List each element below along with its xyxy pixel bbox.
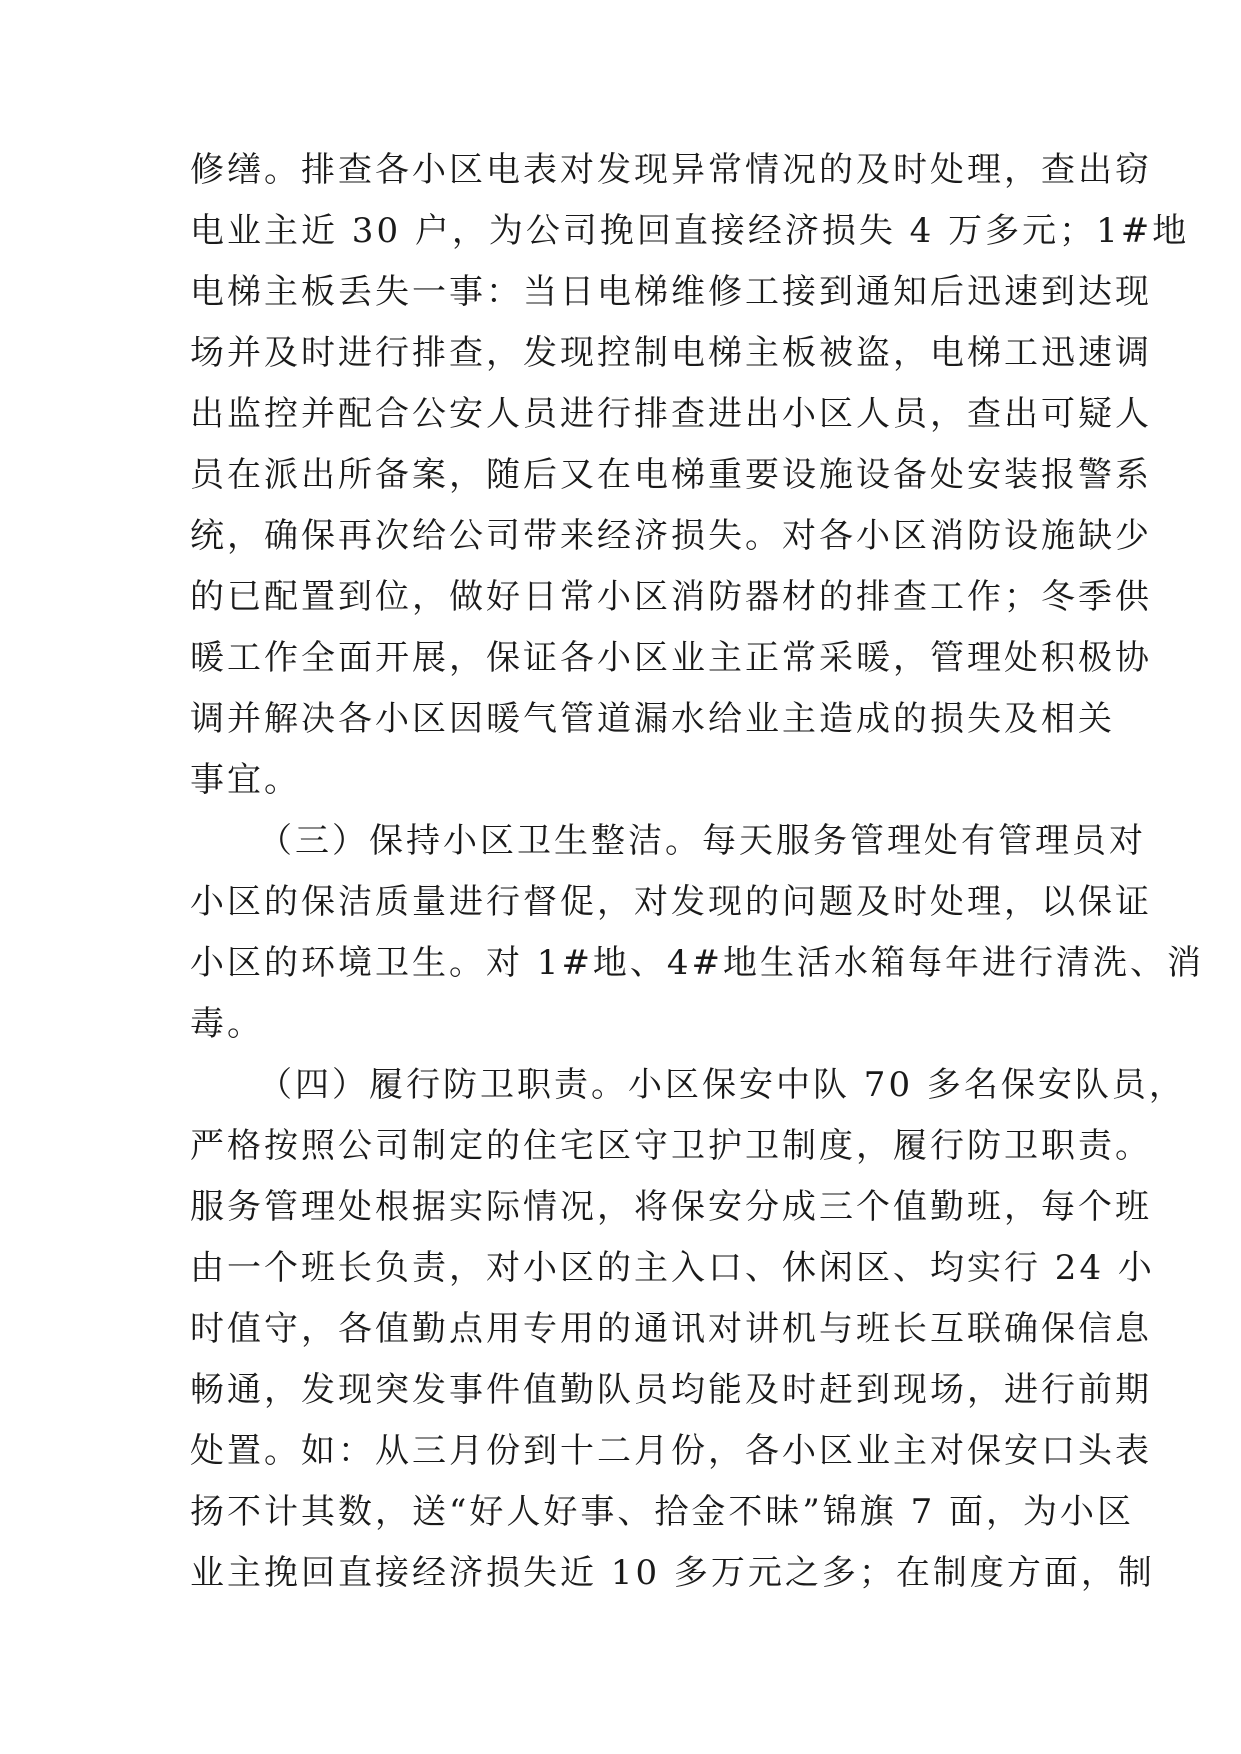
text-line: 小区的保洁质量进行督促，对发现的问题及时处理，以保证 (190, 882, 1152, 922)
text-line: 处置。如：从三月份到十二月份，各小区业主对保安口头表 (190, 1431, 1152, 1471)
text-line: 暖工作全面开展，保证各小区业主正常采暖，管理处积极协 (190, 638, 1152, 678)
text-line: 畅通，发现突发事件值勤队员均能及时赶到现场，进行前期 (190, 1370, 1152, 1410)
paragraph-heading-line: （三）保持小区卫生整洁。每天服务管理处有管理员对 (258, 821, 1146, 861)
text-line: 调并解决各小区因暖气管道漏水给业主造成的损失及相关 (190, 699, 1115, 739)
text-line: 场并及时进行排查，发现控制电梯主板被盗，电梯工迅速调 (190, 333, 1152, 373)
text-line: 业主挽回直接经济损失近 10 多万元之多；在制度方面，制 (190, 1553, 1155, 1593)
text-line: 员在派出所备案，随后又在电梯重要设施设备处安装报警系 (190, 455, 1152, 495)
text-line: 的已配置到位，做好日常小区消防器材的排查工作；冬季供 (190, 577, 1152, 617)
text-line: 严格按照公司制定的住宅区守卫护卫制度，履行防卫职责。 (190, 1126, 1152, 1166)
text-line: 事宜。 (190, 760, 301, 800)
text-line: 统，确保再次给公司带来经济损失。对各小区消防设施缺少 (190, 516, 1152, 556)
text-line: 扬不计其数，送“好人好事、拾金不昧”锦旗 7 面，为小区 (190, 1492, 1135, 1532)
text-line: 修缮。排查各小区电表对发现异常情况的及时处理，查出窃 (190, 150, 1152, 190)
text-line: 毒。 (190, 1004, 264, 1044)
text-line: 由一个班长负责，对小区的主入口、休闲区、均实行 24 小 (190, 1248, 1155, 1288)
text-line: 出监控并配合公安人员进行排查进出小区人员，查出可疑人 (190, 394, 1152, 434)
text-line: 服务管理处根据实际情况，将保安分成三个值勤班，每个班 (190, 1187, 1152, 1227)
text-line: 时值守，各值勤点用专用的通讯对讲机与班长互联确保信息 (190, 1309, 1152, 1349)
paragraph-heading-line: （四）履行防卫职责。小区保安中队 70 多名保安队员， (258, 1065, 1186, 1105)
text-line: 电业主近 30 户，为公司挽回直接经济损失 4 万多元；1#地 (190, 211, 1190, 251)
text-line: 小区的环境卫生。对 1#地、4#地生活水箱每年进行清洗、消 (190, 943, 1205, 983)
text-line: 电梯主板丢失一事：当日电梯维修工接到通知后迅速到达现 (190, 272, 1152, 312)
